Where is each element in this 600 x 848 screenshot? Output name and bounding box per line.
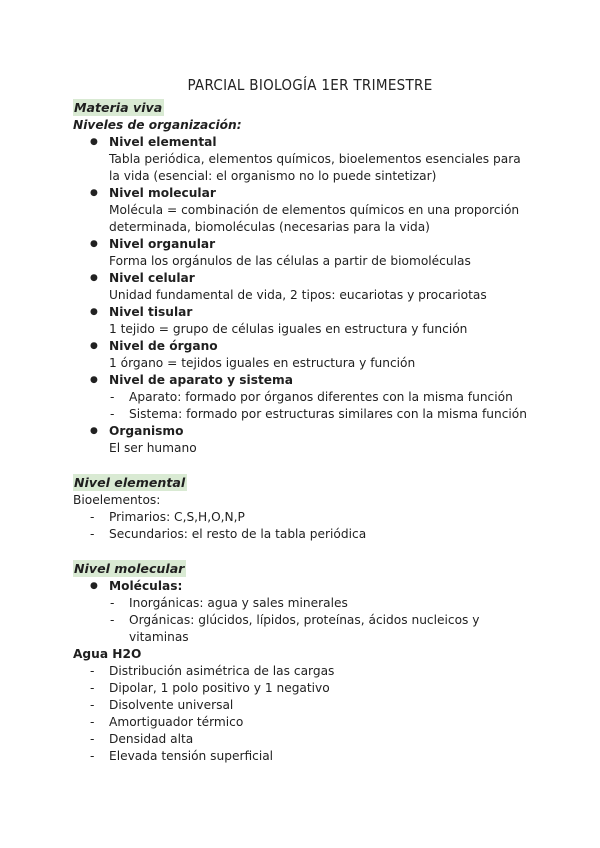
page-title: PARCIAL BIOLOGÍA 1ER TRIMESTRE <box>187 76 433 94</box>
list-item-level <box>109 372 533 423</box>
list-item-molecules <box>109 578 533 646</box>
level-description: Forma los orgánulos de las células a partir de biomoléculas <box>109 254 471 268</box>
level-description: Tabla periódica, elementos químicos, bioelementos esenciales para la vida (esencial: el organismo no lo puede sintetizar) <box>109 152 521 183</box>
list-item-level <box>109 270 533 304</box>
document-content <box>73 75 533 765</box>
water-properties-list <box>73 663 533 765</box>
list-item: - Primarios: C,S,H,O,N,P <box>109 509 533 526</box>
molecule-type-item: - Inorgánicas: agua y sales minerales <box>129 595 533 612</box>
list-item: - Densidad alta <box>109 731 533 748</box>
level-label: Nivel molecular <box>109 186 216 200</box>
level-label: Nivel tisular <box>109 305 193 319</box>
highlighted-heading: Materia viva <box>74 100 163 115</box>
molecule-types-list <box>109 595 533 646</box>
highlighted-heading: Nivel molecular <box>74 561 185 576</box>
list-item: - Amortiguador térmico <box>109 714 533 731</box>
levels-list <box>73 134 533 457</box>
list-item-level <box>109 304 533 338</box>
highlighted-heading: Nivel elemental <box>74 475 186 490</box>
level-label: Nivel elemental <box>109 135 217 149</box>
bioelementos-intro: Bioelementos: <box>73 493 161 507</box>
list-item: - Dipolar, 1 polo positivo y 1 negativo <box>109 680 533 697</box>
level-label: Nivel de aparato y sistema <box>109 373 293 387</box>
list-item: - Disolvente universal <box>109 697 533 714</box>
sublevel-list <box>109 389 533 423</box>
level-label: Nivel de órgano <box>109 339 218 353</box>
list-item-level <box>109 236 533 270</box>
list-item: - Secundarios: el resto de la tabla periódica <box>109 526 533 543</box>
list-item-level <box>109 185 533 236</box>
water-label: Agua H2O <box>73 647 142 661</box>
section-heading-nivel-elemental <box>73 474 533 492</box>
bioelementos-list <box>73 509 533 543</box>
level-description: Molécula = combinación de elementos químicos en una proporción determinada, biomoléculas (necesarias para la vida) <box>109 203 520 234</box>
level-description: Unidad fundamental de vida, 2 tipos: eucariotas y procariotas <box>109 288 487 302</box>
section-heading-materia-viva <box>73 99 533 117</box>
sublevel-item: - Sistema: formado por estructuras similares con la misma función <box>129 406 533 423</box>
level-label: Nivel celular <box>109 271 195 285</box>
list-item-level <box>109 423 533 457</box>
level-description: 1 órgano = tejidos iguales en estructura y función <box>109 356 416 370</box>
list-item-level <box>109 338 533 372</box>
subheading-niveles: Niveles de organización: <box>73 118 242 132</box>
level-description: 1 tejido = grupo de células iguales en estructura y función <box>109 322 468 336</box>
list-item-level <box>109 134 533 185</box>
section-heading-nivel-molecular <box>73 560 533 578</box>
molecules-label: Moléculas: <box>109 579 183 593</box>
list-item: - Elevada tensión superficial <box>109 748 533 765</box>
list-item: - Distribución asimétrica de las cargas <box>109 663 533 680</box>
molecule-type-item: - Orgánicas: glúcidos, lípidos, proteínas, ácidos nucleicos y vitaminas <box>129 612 533 646</box>
level-label: Organismo <box>109 424 184 438</box>
level-label: Nivel organular <box>109 237 216 251</box>
molecules-list <box>73 578 533 646</box>
level-description: El ser humano <box>109 441 197 455</box>
sublevel-item: - Aparato: formado por órganos diferentes con la misma función <box>129 389 533 406</box>
